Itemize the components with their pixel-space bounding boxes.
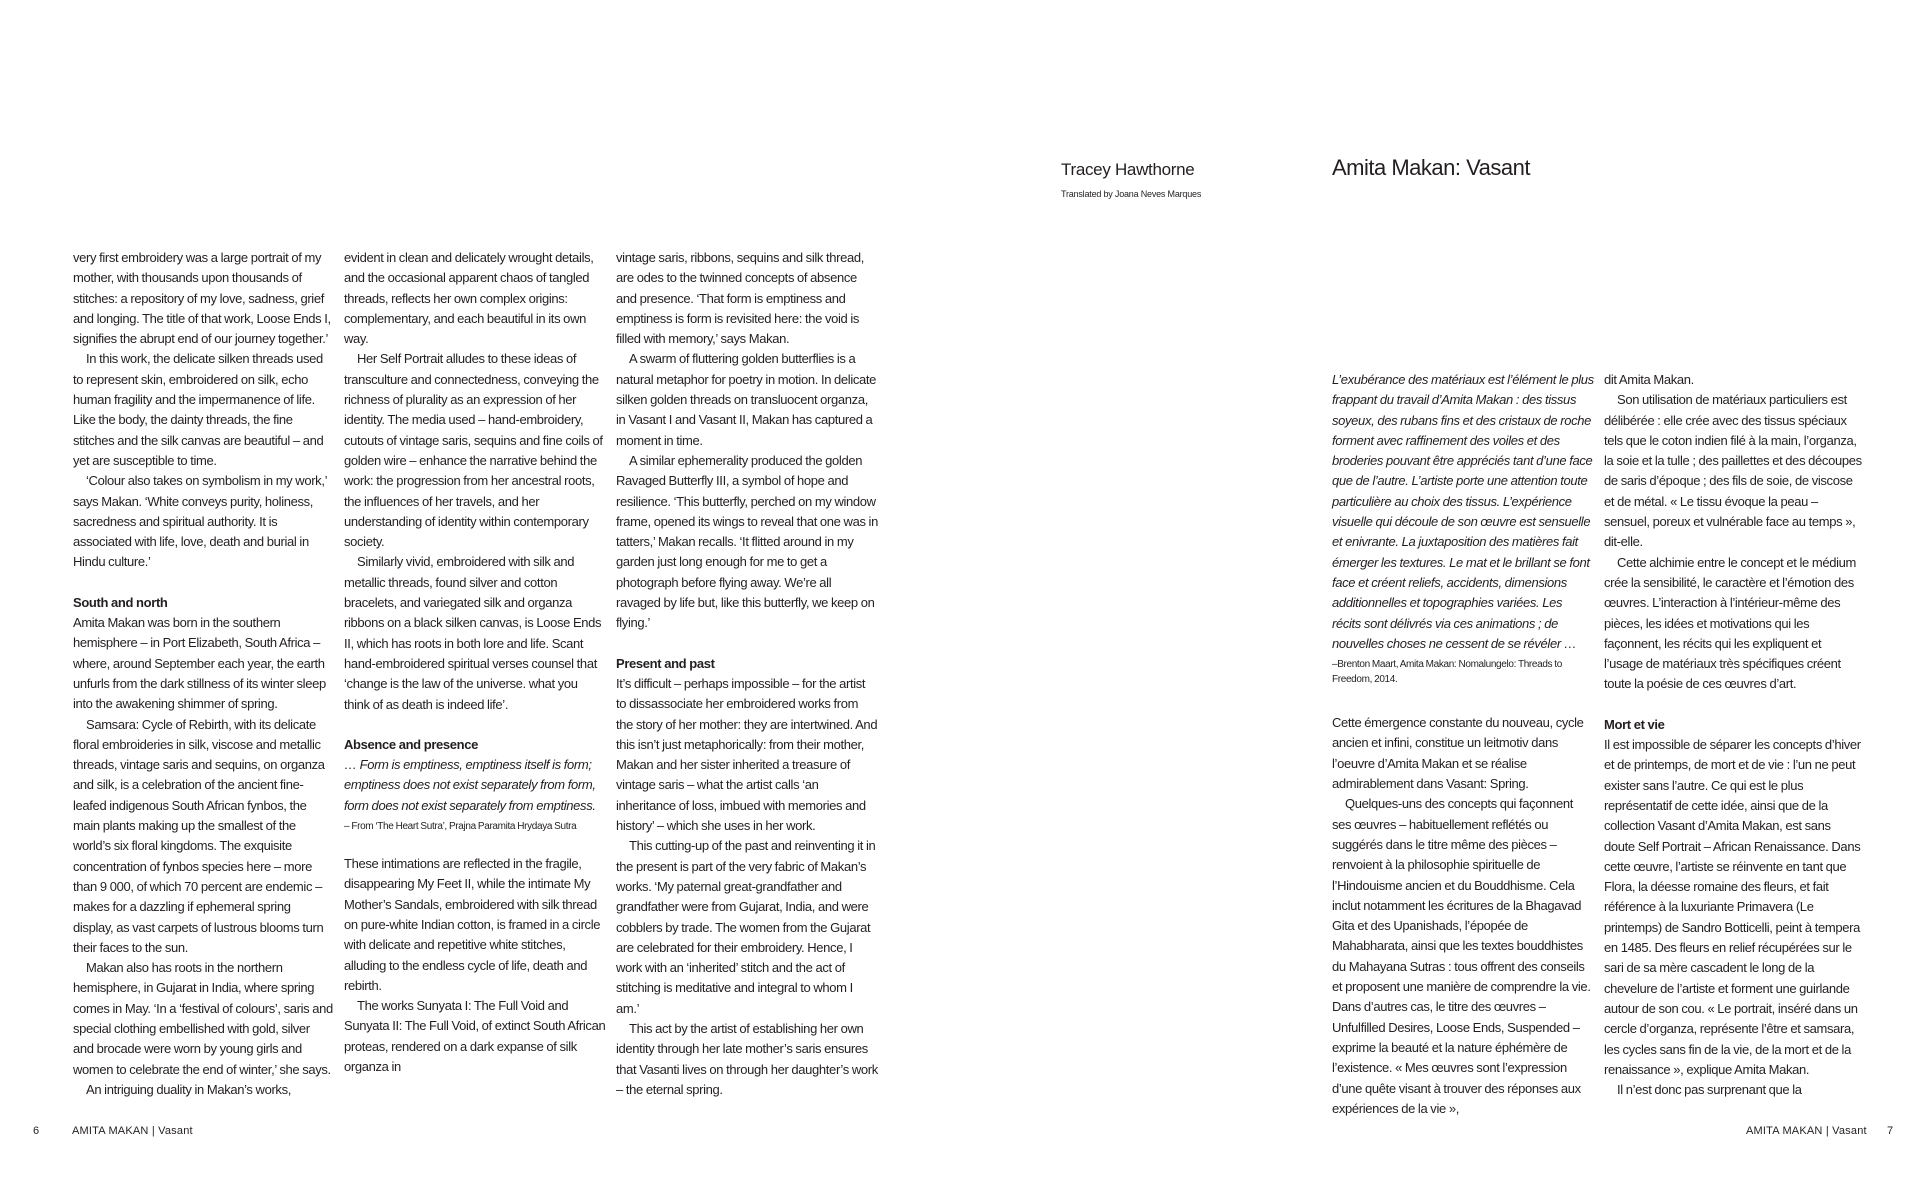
text-column-1 bbox=[73, 248, 333, 1100]
paragraph: evident in clean and delicately wrought details, and the occasional apparent chaos of tangled threads, reflects her own complex origins: complementary, and each beautiful in its own way. bbox=[344, 250, 594, 347]
section-heading: South and north bbox=[73, 594, 168, 610]
running-footer-right: AMITA MAKAN | Vasant bbox=[1746, 1125, 1867, 1137]
paragraph: Cette émergence constante du nouveau, cycle ancien et infini, constitue un leitmotiv dans l’oeuvre d’Amita Makan et se réalise admirablement dans Vasant: Spring. bbox=[1332, 715, 1584, 792]
section-heading: Mort et vie bbox=[1604, 716, 1665, 732]
paragraph: The works Sunyata I: The Full Void and Sunyata II: The Full Void, of extinct South African proteas, rendered on a dark expanse of silk organza in bbox=[344, 998, 606, 1074]
text-column-4 bbox=[1332, 370, 1594, 1119]
text-column-3 bbox=[616, 248, 878, 1100]
text-column-2 bbox=[344, 248, 606, 1077]
paragraph: ‘Colour also takes on symbolism in my work,’ says Makan. ‘White conveys purity, holiness, sacredness and spiritual authority. It is associated with life, love, death and burial in Hindu culture.’ bbox=[73, 473, 327, 570]
section-heading: Absence and presence bbox=[344, 736, 479, 752]
epigraph-attribution: –Brenton Maart, Amita Makan: Nomalungelo: Threads to Freedom, 2014. bbox=[1332, 659, 1562, 686]
translator-credit: Translated by Joana Neves Marques bbox=[1061, 189, 1202, 199]
epigraph-attribution: – From ‘The Heart Sutra’, Prajna Paramita Hrydaya Sutra bbox=[344, 821, 577, 833]
page-number-left: 6 bbox=[33, 1125, 40, 1137]
paragraph: This cutting-up of the past and reinventing it in the present is part of the very fabric of Makan’s works. ‘My paternal great-grandfather and grandfather were from Gujarat, India, and were cobblers by trade. The women from the Gujarat are celebrated for their embroidery. Hence, I work with an ‘inherited’ stitch and the act of stitching is meditative and integral to whom I am.’ bbox=[616, 838, 876, 1016]
paragraph: Similarly vivid, embroidered with silk and metallic threads, found silver and cotton bracelets, and variegated silk and organza ribbons on a black silken canvas, is Loose Ends II, which has roots in both lore and life. Scant hand-embroidered spiritual verses counsel that ‘change is the law of the universe. what you think of as death is indeed life’. bbox=[344, 554, 602, 712]
paragraph: Cette alchimie entre le concept et le médium crée la sensibilité, le caractère et l’émotion des œuvres. L’interaction à l’intérieur-même des pièces, les idées et motivations qui les façonnent, les récits qui les expliquent et l’usage de matériaux très spécifiques créent toute la poésie de ces œuvres d’art. bbox=[1604, 554, 1857, 692]
paragraph: Samsara: Cycle of Rebirth, with its delicate floral embroideries in silk, viscose and metallic threads, vintage saris and sequins, on organza and silk, is a celebration of the ancient fine-leafed indigenous South African fynbos, the main plants making up the smallest of the world’s six floral kingdoms. The exquisite concentration of fynbos species here – more than 9 000, of which 70 percent are endemic – makes for a dazzling if ephemeral spring display, as vast carpets of lustrous blooms turn their faces to the sun. bbox=[73, 716, 325, 955]
paragraph: A similar ephemerality produced the golden Ravaged Butterfly III, a symbol of hope and resilience. ‘This butterfly, perched on my window frame, opened its wings to reveal that one was in tatters,’ Makan recalls. ‘It flitted around in my garden just long enough for me to get a photograph before flying away. We’re all ravaged by life but, like this butterfly, we keep on flying.’ bbox=[616, 452, 878, 631]
paragraph: Son utilisation de matériaux particuliers est délibérée : elle crée avec des tissus spéciaux tels que le coton indien filé à la main, l’organza, la soie et la tulle ; des paillettes et des découpes de saris d’époque ; des fils de soie, de viscose et de métal. « Le tissu évoque la peau – sensuel, poreux et vulnérable face au temps », dit-elle. bbox=[1604, 392, 1862, 550]
paragraph: vintage saris, ribbons, sequins and silk thread, are odes to the twinned concepts of absence and presence. ‘That form is emptiness and emptiness is form is revisited here: the void is filled with memory,’ says Makan. bbox=[616, 250, 865, 347]
section-heading: Present and past bbox=[616, 655, 715, 671]
paragraph: This act by the artist of establishing her own identity through her late mother’s saris ensures that Vasanti lives on through her daughter’s work – the eternal spring. bbox=[616, 1020, 878, 1097]
paragraph: An intriguing duality in Makan’s works, bbox=[86, 1081, 291, 1097]
paragraph: In this work, the delicate silken threads used to represent skin, embroidered on silk, echo human fragility and the impermanence of life. Like the body, the dainty threads, the fine stitches and the silk canvas are beautiful – and yet are susceptible to time. bbox=[73, 351, 324, 468]
epigraph-quote: … Form is emptiness, emptiness itself is form; emptiness does not exist separately from form, form does not exist separately from emptiness. bbox=[344, 757, 596, 813]
paragraph: These intimations are reflected in the fragile, disappearing My Feet II, while the intimate My Mother’s Sandals, embroidered with silk thread on pure-white Indian cotton, is framed in a circle with delicate and repetitive white stitches, alluding to the endless cycle of life, death and rebirth. bbox=[344, 856, 601, 993]
paragraph: It’s difficult – perhaps impossible – for the artist to dissassociate her embroidered works from the story of her mother: they are intertwined. And this isn’t just metaphorically: from their mother, Makan and her sister inherited a treasure of vintage saris – what the artist calls ‘an inheritance of loss, imbued with memories and history’ – which she uses in her work. bbox=[616, 675, 878, 834]
paragraph: Amita Makan was born in the southern hemisphere – in Port Elizabeth, South Africa – where, around September each year, the earth unfurls from the dark stillness of its winter sleep into the awakening shimmer of spring. bbox=[73, 615, 326, 712]
paragraph: Il est impossible de séparer les concepts d’hiver et de printemps, de mort et de vie : l’un ne peut exister sans l’autre. Ce qui est le plus représentatif de cette idée, ainsi que de la collection Vasant d’Amita Makan, est sans doute Self Portrait – African Renaissance. Dans cette œuvre, l’artiste se réinvente en tant que Flora, la déesse romaine des fleurs, et fait référence à la luxuriante Primavera (Le printemps) de Sandro Botticelli, peint à tempera en 1485. Des fleurs en relief récupérées sur le sari de sa mère cascadent le long de la chevelure de l’artiste et forment une guirlande autour de son cou. « Le portrait, inséré dans un cercle d’organza, représente l’être et samsara, les cycles sans fin de la vie, de la mort et de la renaissance », explique Amita Makan. bbox=[1604, 737, 1861, 1077]
author-name: Tracey Hawthorne bbox=[1061, 160, 1195, 179]
paragraph: A swarm of fluttering golden butterflies is a natural metaphor for poetry in motion. In delicate silken golden threads on transluocent organza, in Vasant I and Vasant II, Makan has captured a moment in time. bbox=[616, 351, 877, 448]
epigraph-quote: L’exubérance des matériaux est l’élément le plus frappant du travail d’Amita Makan : des tissus soyeux, des rubans fins et des cristaux de roche forment avec raffinement des voiles et des broderies pouvant être appréciés tant d’une face que de l’autre. L’artiste porte une attention toute particulière au choix des tissus. L’expérience visuelle qui découle de son œuvre est sensuelle et enivrante. La juxtaposition des matières fait émerger les textures. Le mat et le brillant se font face et créent reliefs, accidents, dimensions additionnelles et topographies variées. Les récits sont délivrés via ces animations ; de nouvelles choses ne cessent de se révéler … bbox=[1332, 372, 1594, 651]
running-footer-left: AMITA MAKAN | Vasant bbox=[72, 1125, 193, 1137]
article-title: Amita Makan: Vasant bbox=[1332, 155, 1530, 180]
paragraph: Il n’est donc pas surprenant que la bbox=[1617, 1082, 1802, 1098]
paragraph: very first embroidery was a large portrait of my mother, with thousands upon thousands of stitches: a repository of my love, sadness, grief and longing. The title of that work, Loose Ends I, signifies the abrupt end of our journey together.’ bbox=[73, 250, 331, 347]
paragraph: Her Self Portrait alludes to these ideas of transculture and connectedness, conveying the richness of plurality as an expression of her identity. The media used – hand-embroidery, cutouts of vintage saris, sequins and fine coils of golden wire – enhance the narrative behind the work: the progression from her ancestral roots, the influences of her travels, and her understanding of identity within contemporary society. bbox=[344, 351, 603, 550]
paragraph: Makan also has roots in the northern hemisphere, in Gujarat in India, where spring comes in May. ‘In a ‘festival of colours’, saris and special clothing embellished with gold, silver and brocade were worn by young girls and women to celebrate the end of winter,’ she says. bbox=[73, 960, 333, 1077]
page-number-right: 7 bbox=[1887, 1125, 1894, 1137]
paragraph: dit Amita Makan. bbox=[1604, 372, 1694, 387]
text-column-5 bbox=[1604, 370, 1862, 1100]
paragraph: Quelques-uns des concepts qui façonnent ses œuvres – habituellement reflétés ou suggérés dans le titre même des pièces – renvoient à la philosophie spirituelle de l’Hindouisme ancien et du Bouddhisme. Cela inclut notamment les écritures de la Bhagavad Gita et des Upanishads, l’épopée de Mahabharata, ainsi que les textes bouddhistes du Mahayana Sutras : tous offrent des conseils et proposent une manière de comprendre la vie. Dans d’autres cas, le titre des œuvres – Unfulfilled Desires, Loose Ends, Suspended – exprime la beauté et la nature éphémère de l’existence. « Mes œuvres sont l’expression d’une quête visant à trouver des réponses aux expériences de la vie », bbox=[1332, 796, 1591, 1116]
